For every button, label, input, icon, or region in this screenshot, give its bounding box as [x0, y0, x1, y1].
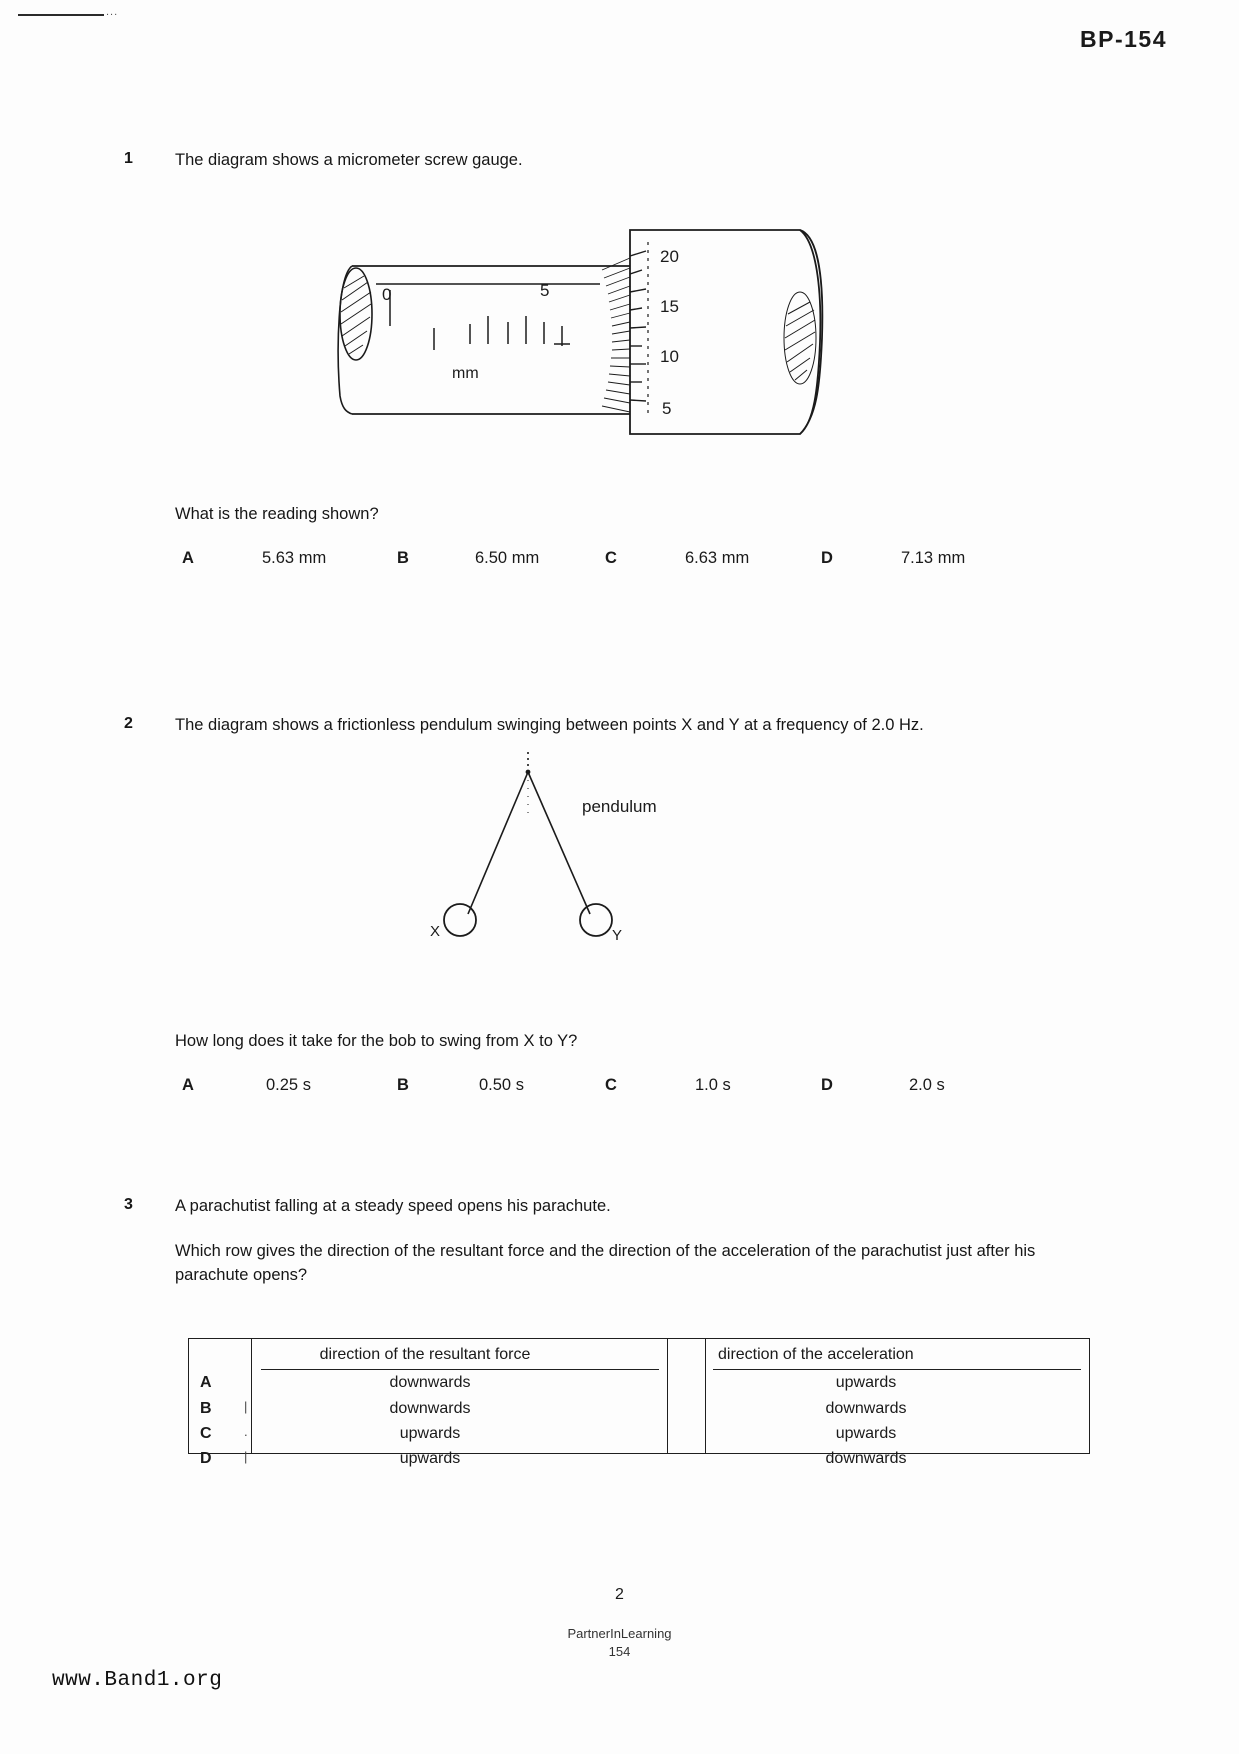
option-value: 0.25 s — [266, 1076, 311, 1094]
svg-text:15: 15 — [660, 297, 679, 316]
option-value: 6.50 mm — [475, 549, 540, 567]
option-value: 5.63 mm — [262, 549, 327, 567]
svg-text:0: 0 — [382, 285, 392, 304]
question-2-stem: The diagram shows a frictionless pendulum swinging between points X and Y at a frequency of 2.0 Hz. — [175, 716, 924, 734]
question-1-options — [182, 549, 1082, 568]
table-cell-force-d: upwards — [399, 1450, 461, 1467]
option-label: A — [182, 549, 194, 567]
option-value: 1.0 s — [695, 1076, 731, 1094]
table-header-acceleration: direction of the acceleration — [718, 1346, 914, 1363]
top-left-dots: ... — [106, 6, 119, 18]
option-label: D — [821, 1076, 833, 1094]
top-left-rule — [18, 14, 104, 16]
question-3-number: 3 — [124, 1196, 133, 1213]
table-row-label-b: B — [200, 1400, 212, 1417]
question-2-option-c[interactable] — [605, 1076, 821, 1095]
option-label: B — [397, 1076, 409, 1094]
option-value: 2.0 s — [909, 1076, 945, 1094]
svg-text:pendulum: pendulum — [582, 797, 657, 816]
option-label: C — [605, 549, 617, 567]
option-label: A — [182, 1076, 194, 1094]
table-cell-acceleration-c: upwards — [835, 1425, 897, 1442]
question-1-prompt: What is the reading shown? — [175, 505, 379, 523]
option-value: 0.50 s — [479, 1076, 524, 1094]
table-cell-acceleration-d: downwards — [825, 1450, 907, 1467]
question-3-prompt: Which row gives the direction of the resultant force and the direction of the acceleration of the parachutist just after his parachute opens? — [175, 1242, 1036, 1284]
svg-text:X: X — [430, 923, 441, 940]
svg-text:mm: mm — [452, 365, 479, 382]
option-label: D — [821, 549, 833, 567]
table-divider-left — [251, 1339, 252, 1453]
question-2-number: 2 — [124, 715, 133, 732]
table-row-label-a: A — [200, 1374, 212, 1391]
footer-brand-number: 154 — [608, 1644, 631, 1659]
svg-text:5: 5 — [662, 399, 672, 418]
option-label: C — [605, 1076, 617, 1094]
table-cell-force-b: downwards — [389, 1400, 471, 1417]
header-underline-force — [261, 1369, 659, 1370]
option-value: 7.13 mm — [901, 549, 966, 567]
watermark: www.Band1.org — [52, 1669, 223, 1692]
question-2-option-b[interactable] — [397, 1076, 605, 1095]
svg-text:10: 10 — [660, 347, 679, 366]
question-1-number: 1 — [124, 150, 133, 167]
option-value: 6.63 mm — [685, 549, 750, 567]
question-2-option-a[interactable] — [182, 1076, 397, 1095]
table-cell-force-a: downwards — [389, 1374, 471, 1391]
question-1-option-b[interactable] — [397, 549, 605, 568]
exam-page: ... BP-154 1 The diagram shows a micrometer screw gauge. 0 5 mm 20 15 10 5 What is the reading shown? A 5.63 mm B 6.50 mm C 6.63 mm D 7.13 mm 2 The diagram shows a frictionless pendulum swinging between points X and Y at a frequency of 2.0 Hz. X Y pendulum How long does it take for the bob to swing from X to Y? A 0.25 s B 0.50 s C 1.0 s D 2.0 s 3 A parachutist falling at a steady speed opens his parachute. Which row gives the direction of the resultant force and the direction of the acceleration of the parachutist just after his parachute opens? direction of the resultant force direction of the acceleration A B C D downwards downwards upwards upwards upwards downwards upwards downwards | | . 2 PartnerInLearning 154 www.Band1.org — [0, 0, 1239, 1754]
table-divider-mid — [667, 1339, 668, 1453]
question-1-option-d[interactable] — [821, 549, 965, 568]
svg-text:20: 20 — [660, 247, 679, 266]
svg-text:5: 5 — [540, 281, 550, 300]
table-cell-acceleration-a: upwards — [835, 1374, 897, 1391]
footer-brand: PartnerInLearning — [567, 1626, 672, 1641]
question-2-option-d[interactable] — [821, 1076, 945, 1095]
option-label: B — [397, 549, 409, 567]
table-header-force: direction of the resultant force — [319, 1346, 531, 1363]
table-row-label-d: D — [200, 1450, 212, 1467]
question-1-option-c[interactable] — [605, 549, 821, 568]
page-number: 2 — [615, 1586, 624, 1603]
pendulum-figure — [400, 750, 730, 950]
paper-code: BP-154 — [1080, 26, 1167, 52]
header-underline-acceleration — [713, 1369, 1081, 1370]
svg-text:Y: Y — [612, 927, 623, 944]
table-cell-acceleration-b: downwards — [825, 1400, 907, 1417]
table-divider-mid2 — [705, 1339, 706, 1453]
micrometer-figure — [330, 218, 870, 468]
question-2-options — [182, 1076, 1082, 1095]
question-1-stem: The diagram shows a micrometer screw gauge. — [175, 151, 523, 169]
question-2-prompt: How long does it take for the bob to swing from X to Y? — [175, 1032, 578, 1050]
table-row-label-c: C — [200, 1425, 212, 1442]
question-3-stem: A parachutist falling at a steady speed opens his parachute. — [175, 1197, 611, 1215]
question-1-option-a[interactable] — [182, 549, 397, 568]
table-cell-force-c: upwards — [399, 1425, 461, 1442]
